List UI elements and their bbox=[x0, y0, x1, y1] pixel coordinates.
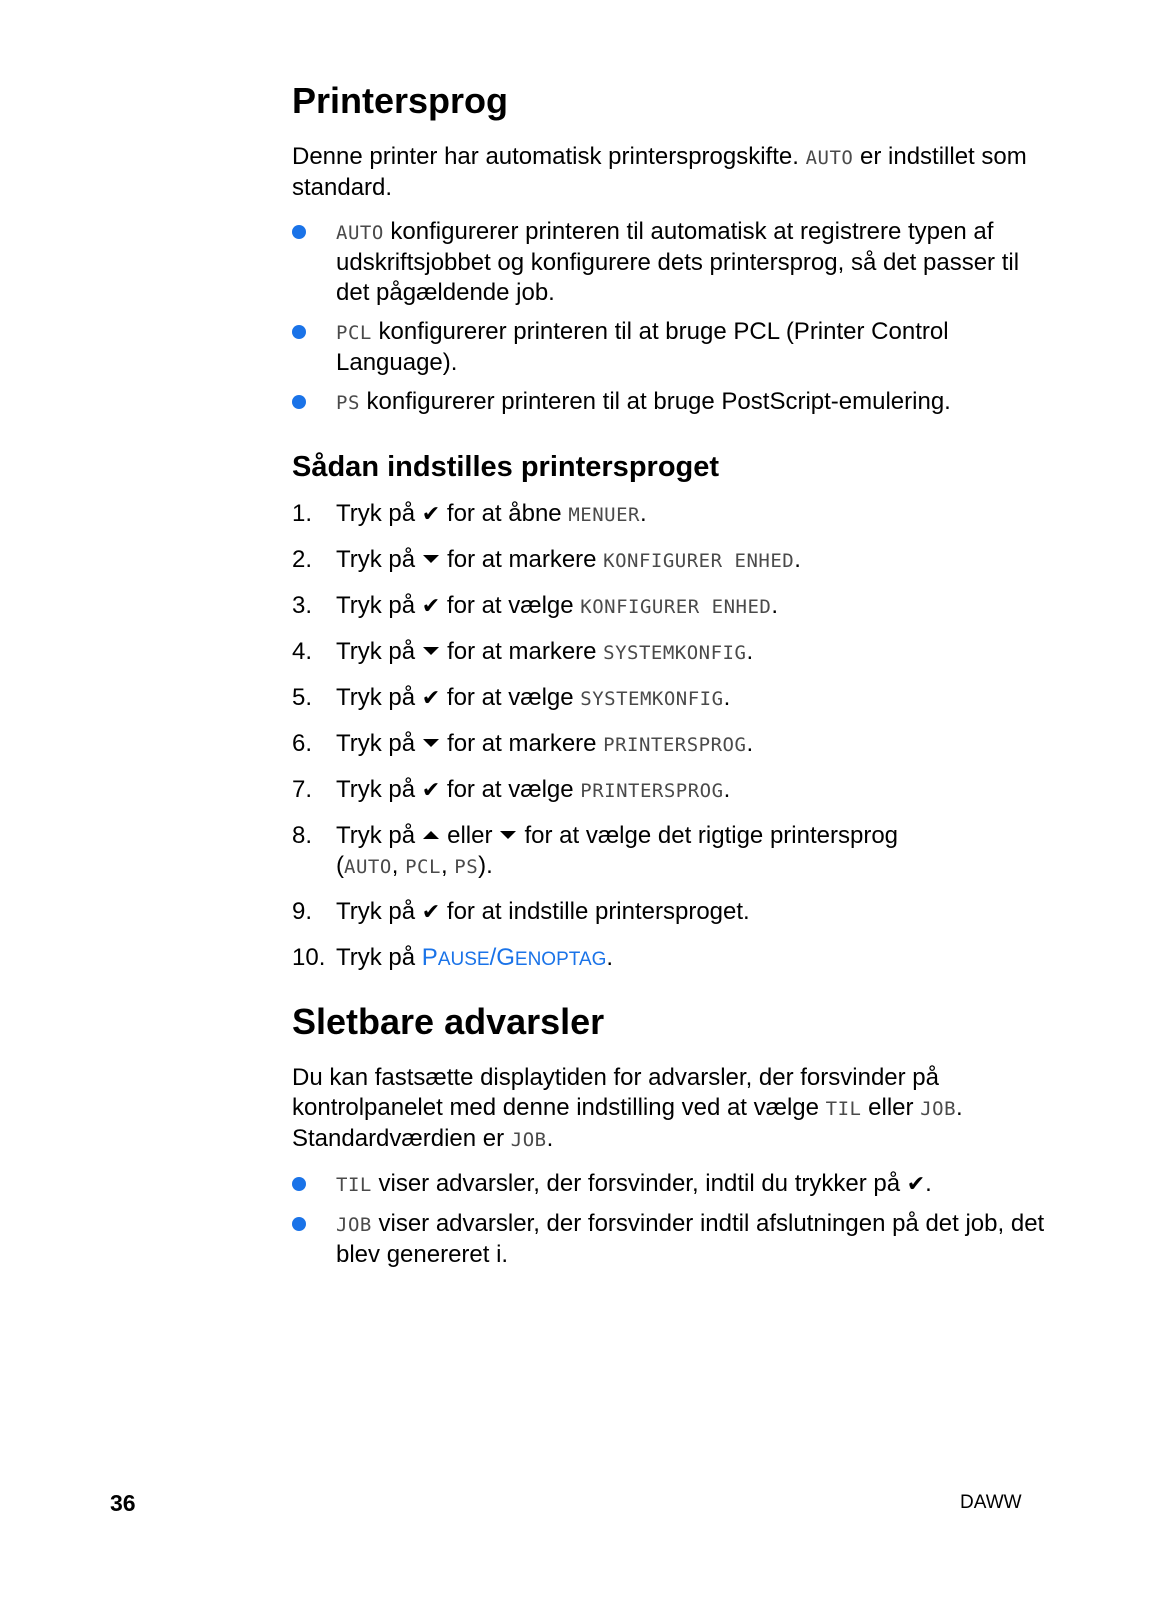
bullet-icon bbox=[292, 1177, 306, 1191]
bullet-icon bbox=[292, 1217, 306, 1231]
lcd-text: PS bbox=[454, 856, 479, 878]
step-item bbox=[292, 591, 1052, 622]
page-content bbox=[292, 78, 1052, 1270]
step-item bbox=[292, 775, 1052, 806]
link-text: ENOPTAG bbox=[514, 949, 607, 970]
lcd-text: PCL bbox=[405, 856, 441, 878]
arrow-down-icon bbox=[423, 739, 439, 747]
step-text: Tryk på bbox=[336, 684, 416, 711]
warning-options-list bbox=[292, 1169, 1052, 1270]
step-number: 6. bbox=[292, 730, 313, 757]
intro-text: . bbox=[546, 1125, 554, 1152]
step-text: . bbox=[771, 592, 778, 619]
step-item bbox=[292, 729, 1052, 760]
step-text: . bbox=[746, 730, 754, 757]
lcd-text: PRINTERSPROG bbox=[603, 734, 747, 756]
checkmark-icon: ✔ bbox=[421, 900, 441, 925]
step-item bbox=[292, 683, 1052, 714]
arrow-up-icon bbox=[423, 831, 439, 839]
footer-code: DAWW bbox=[960, 1492, 1022, 1513]
arrow-down-icon bbox=[423, 647, 439, 655]
lcd-text: TIL bbox=[336, 1174, 372, 1196]
arrow-down-icon bbox=[423, 555, 439, 563]
lcd-text: KONFIGURER ENHED bbox=[580, 596, 772, 618]
step-number: 2. bbox=[292, 546, 313, 573]
step-text: for at vælge bbox=[440, 592, 581, 619]
step-item: 8. Tryk på eller for at vælge det rigtige printersprog (AUTO, PCL, PS). bbox=[292, 822, 899, 879]
intro-paragraph bbox=[292, 142, 1052, 203]
step-item bbox=[292, 897, 1052, 928]
lcd-text: MENUER bbox=[568, 504, 640, 526]
language-options-list bbox=[292, 217, 1052, 418]
lcd-text: JOB bbox=[336, 1214, 372, 1236]
section-title-printersprog: Printersprog bbox=[292, 80, 509, 121]
item-text: . bbox=[925, 1170, 932, 1197]
lcd-text: PS bbox=[336, 392, 360, 414]
step-text: Tryk på bbox=[336, 944, 422, 971]
link-text: /G bbox=[489, 944, 515, 971]
step-text: . bbox=[746, 638, 754, 665]
step-number: 8. bbox=[292, 822, 313, 849]
intro-text: Du kan fastsætte displaytiden for advarsler, der forsvinder på kontrolpanelet med denne indstilling ved at vælge bbox=[292, 1064, 939, 1121]
step-number: 4. bbox=[292, 638, 313, 665]
lcd-text: TIL bbox=[825, 1098, 862, 1120]
step-text: for at markere bbox=[447, 638, 604, 665]
step-text: for at markere bbox=[447, 730, 604, 757]
lcd-text: JOB bbox=[510, 1129, 547, 1151]
intro-text: eller bbox=[861, 1094, 921, 1121]
item-text: konfigurerer printeren til automatisk at registrere typen af udskriftsjobbet og konfigurere dets printersprog, så det passer til det pågældende job. bbox=[336, 218, 1020, 306]
lcd-text: AUTO bbox=[336, 222, 384, 244]
step-item bbox=[292, 499, 1052, 530]
step-text: for at markere bbox=[447, 546, 604, 573]
step-text: Tryk på bbox=[336, 500, 416, 527]
step-text: Tryk på bbox=[336, 638, 416, 665]
lcd-text: KONFIGURER ENHED bbox=[603, 550, 795, 572]
section-title-sletbare: Sletbare advarsler bbox=[292, 1001, 605, 1042]
step-text: for at åbne bbox=[440, 500, 569, 527]
item-text: viser advarsler, der forsvinder indtil afslutningen på det job, det blev genereret i. bbox=[336, 1210, 1045, 1268]
checkmark-icon: ✔ bbox=[421, 686, 441, 711]
checkmark-icon: ✔ bbox=[906, 1172, 926, 1197]
subsection-title: Sådan indstilles printersproget bbox=[292, 451, 720, 483]
bullet-icon bbox=[292, 325, 306, 339]
step-text: . bbox=[639, 500, 647, 527]
link-text: P bbox=[421, 944, 438, 971]
step-number: 3. bbox=[292, 592, 313, 619]
checkmark-icon: ✔ bbox=[421, 778, 441, 803]
step-text: Tryk på bbox=[336, 592, 416, 619]
item-text: viser advarsler, der forsvinder, indtil du trykker på bbox=[371, 1170, 907, 1197]
step-text: Tryk på bbox=[336, 546, 416, 573]
list-item bbox=[292, 1169, 1052, 1200]
checkmark-icon: ✔ bbox=[421, 594, 441, 619]
step-number: 5. bbox=[292, 684, 313, 711]
step-number: 7. bbox=[292, 776, 313, 803]
step-text: for at vælge det rigtige printersprog bbox=[524, 822, 899, 849]
lcd-text: SYSTEMKONFIG bbox=[580, 688, 724, 710]
page-number: 36 bbox=[110, 1490, 136, 1516]
step-text: . bbox=[606, 944, 614, 971]
link-text: AUSE bbox=[437, 949, 490, 970]
list-item bbox=[292, 317, 1052, 378]
list-item bbox=[292, 387, 1052, 418]
step-item bbox=[292, 943, 1052, 975]
step-text: . bbox=[794, 546, 801, 573]
lcd-text: SYSTEMKONFIG bbox=[603, 642, 747, 664]
step-text: for at vælge bbox=[440, 776, 581, 803]
lcd-text: PCL bbox=[336, 322, 372, 344]
intro-paragraph bbox=[292, 1063, 1052, 1155]
lcd-text: PRINTERSPROG bbox=[580, 780, 724, 802]
lcd-text: AUTO bbox=[805, 147, 854, 169]
steps-list bbox=[292, 499, 1052, 975]
step-item bbox=[292, 637, 1052, 668]
list-item bbox=[292, 217, 1052, 308]
item-text: konfigurerer printeren til at bruge PCL (Printer Control Language). bbox=[336, 318, 949, 376]
lcd-text: JOB bbox=[920, 1098, 957, 1120]
step-text: Tryk på bbox=[336, 776, 416, 803]
step-text: . bbox=[723, 776, 731, 803]
item-text: konfigurerer printeren til at bruge PostScript-emulering. bbox=[359, 388, 951, 415]
intro-text: . Standardværdien er bbox=[292, 1094, 963, 1152]
step-text: eller bbox=[447, 822, 493, 849]
step-text: . bbox=[723, 684, 731, 711]
pause-resume-link[interactable] bbox=[422, 944, 607, 971]
step-text: for at indstille printersproget. bbox=[440, 898, 750, 925]
list-item bbox=[292, 1209, 1052, 1270]
step-number: 10. bbox=[292, 944, 326, 971]
intro-text: Denne printer har automatisk printersprogskifte. bbox=[292, 143, 806, 170]
bullet-icon bbox=[292, 225, 306, 239]
step-item bbox=[292, 545, 1052, 576]
checkmark-icon: ✔ bbox=[421, 502, 441, 527]
step-text: Tryk på bbox=[336, 822, 416, 849]
step-text: Tryk på bbox=[336, 730, 416, 757]
intro-text: er indstillet som standard. bbox=[292, 143, 1027, 201]
bullet-icon bbox=[292, 395, 306, 409]
step-text: for at vælge bbox=[440, 684, 581, 711]
step-number: 1. bbox=[292, 500, 313, 527]
step-number: 9. bbox=[292, 898, 313, 925]
lcd-text: AUTO bbox=[344, 856, 392, 878]
step-text: Tryk på bbox=[336, 898, 416, 925]
arrow-down-icon bbox=[500, 831, 516, 839]
